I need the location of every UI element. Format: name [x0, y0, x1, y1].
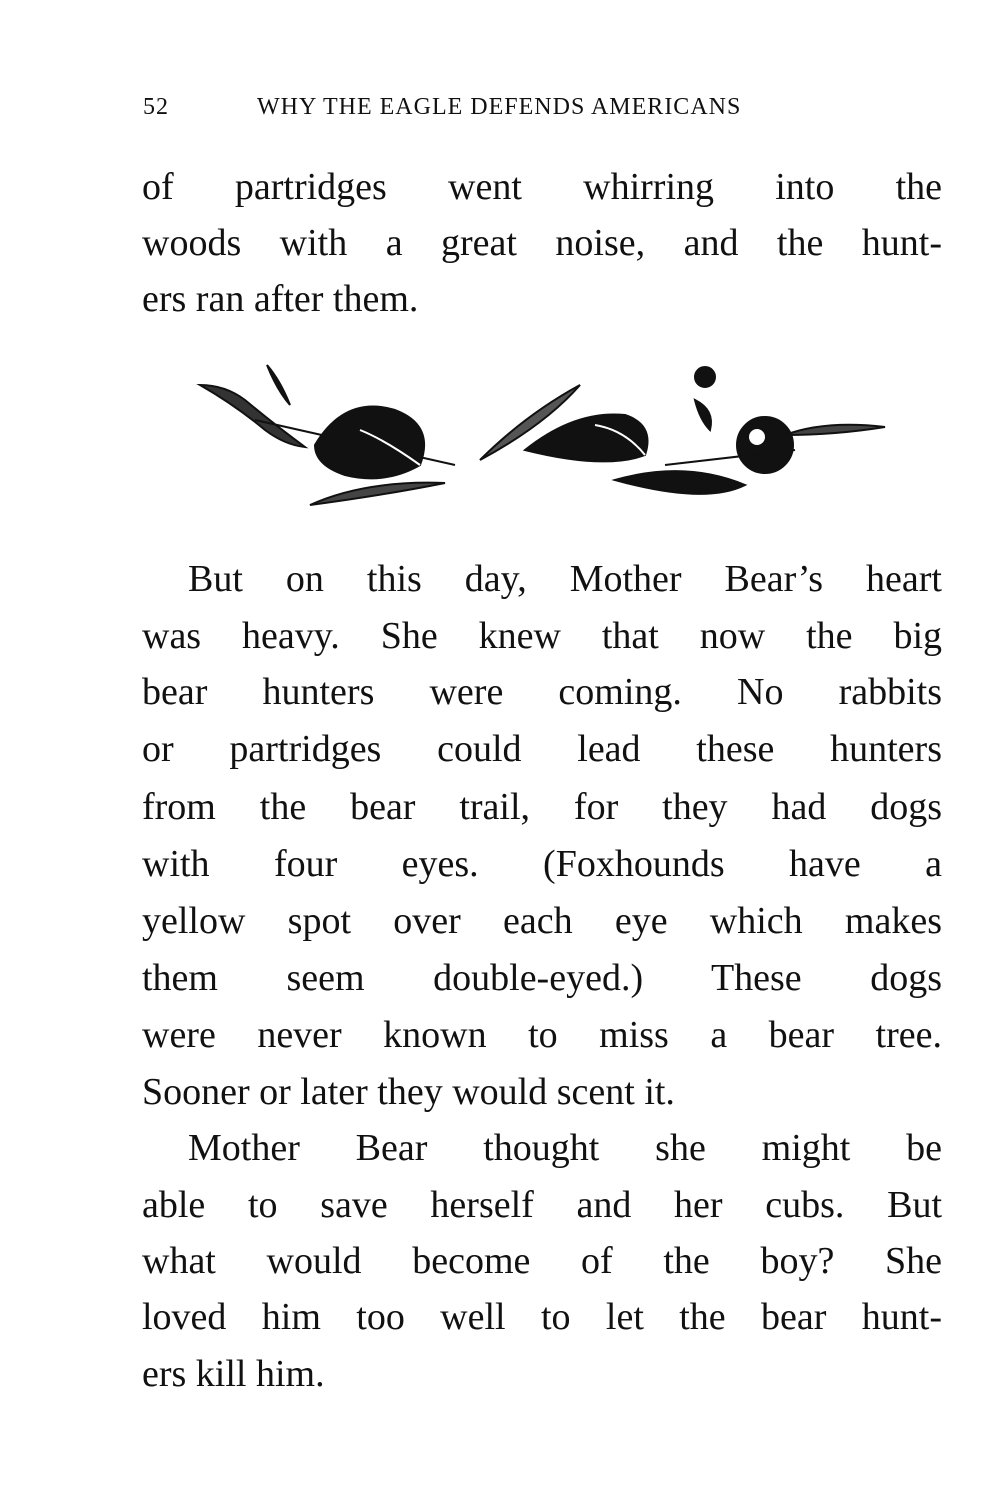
text-line: what would become of the boy? She — [142, 1240, 942, 1282]
text-line: yellow spot over each eye which makes — [142, 900, 942, 942]
text-line: Sooner or later they would scent it. — [142, 1071, 675, 1113]
text-line: or partridges could lead these hunters — [142, 728, 942, 770]
leaves-and-berries-ornament-icon — [195, 355, 895, 520]
text-line: woods with a great noise, and the hunt- — [142, 222, 942, 264]
text-line: from the bear trail, for they had dogs — [142, 786, 942, 828]
text-line: bear hunters were coming. No rabbits — [142, 671, 942, 713]
running-title: WHY THE EAGLE DEFENDS AMERICANS — [257, 94, 742, 120]
text-line: But on this day, Mother Bear’s heart — [188, 558, 942, 600]
text-line: with four eyes. (Foxhounds have a — [142, 843, 942, 885]
text-line: Mother Bear thought she might be — [188, 1127, 942, 1169]
running-header — [143, 94, 843, 134]
page-number: 52 — [143, 94, 169, 120]
text-line: of partridges went whirring into the — [142, 166, 942, 208]
text-line: loved him too well to let the bear hunt- — [142, 1296, 942, 1338]
text-line: them seem double-eyed.) These dogs — [142, 957, 942, 999]
text-line: were never known to miss a bear tree. — [142, 1014, 942, 1056]
text-line: ers kill him. — [142, 1353, 325, 1395]
text-line: able to save herself and her cubs. But — [142, 1184, 942, 1226]
text-line: was heavy. She knew that now the big — [142, 615, 942, 657]
text-line: ers ran after them. — [142, 278, 419, 320]
